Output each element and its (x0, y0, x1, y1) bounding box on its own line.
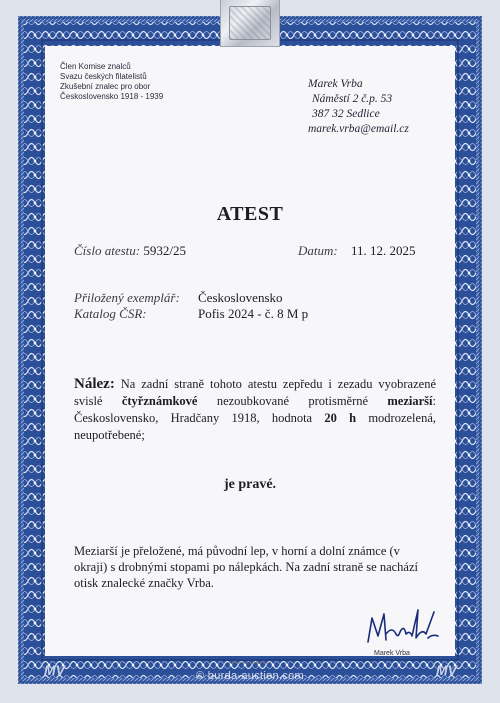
committee-line: Zkušební znalec pro obor (60, 82, 151, 91)
certificate-number-label: Číslo atestu: (74, 243, 141, 258)
finding-bold: čtyřznámkové (121, 394, 198, 408)
finding-text: nezoubkované protisměrné (197, 394, 388, 408)
remark-paragraph: Meziarší je přeložené, má původní lep, v horní a dolní známce (v okraji) s drobnými stopami po nálepkách. Na zadní straně se nachází otisk znalecké značky Vrba. (74, 544, 418, 590)
catalog-row (74, 306, 147, 322)
catalog-value: Pofis 2024 - č. 8 M p (198, 306, 309, 321)
specimen-row (74, 290, 180, 306)
finding-text: Na zadní straně tohoto atestu zepředu i zezadu vyobrazené svislé (74, 377, 436, 408)
expert-email: marek.vrba@email.cz (308, 123, 409, 135)
certificate-number-value: 5932/25 (143, 243, 186, 258)
finding-bold: meziarší (387, 394, 433, 408)
date-label: Datum: (298, 243, 338, 258)
expert-city: 387 32 Sedlice (312, 108, 380, 120)
finding-text: modrozelená, neupotřebené; (74, 411, 436, 442)
committee-line: Svazu českých filatelistů (60, 72, 147, 81)
printer-note: TISKÁRNA VRABOTKA (228, 660, 272, 665)
hologram-seal (220, 0, 280, 47)
mv-mark-left: MV (44, 662, 65, 678)
finding-text: : Československo, Hradčany 1918, hodnota (74, 394, 436, 425)
committee-line: Československo 1918 - 1939 (60, 92, 164, 101)
committee-membership (60, 62, 163, 102)
specimen-value-cell (198, 290, 283, 306)
mv-mark-right: MV (436, 662, 457, 678)
catalog-label: Katalog ČSR: (74, 306, 147, 321)
certificate-date (298, 243, 416, 259)
finding-lead: Nález: (74, 376, 115, 392)
date-value: 11. 12. 2025 (350, 243, 416, 258)
committee-line: Člen Komise znalců (60, 62, 131, 71)
specimen-label: Přiložený exemplář: (74, 290, 180, 305)
specimen-value: Československo (198, 290, 283, 305)
certificate-number (74, 243, 186, 259)
expert-name: Marek Vrba (308, 78, 363, 90)
signature-name: Marek Vrba (374, 650, 410, 657)
finding-paragraph (74, 376, 436, 444)
catalog-value-cell (198, 306, 308, 322)
certificate-title: ATEST (216, 203, 284, 225)
handwritten-signature (362, 604, 442, 650)
expert-address (308, 77, 409, 137)
verdict: je pravé. (223, 477, 277, 492)
finding-bold: 20 h (324, 411, 357, 425)
expert-street: Náměstí 2 č.p. 53 (312, 93, 393, 105)
watermark: © burda-auction.com (196, 670, 304, 682)
